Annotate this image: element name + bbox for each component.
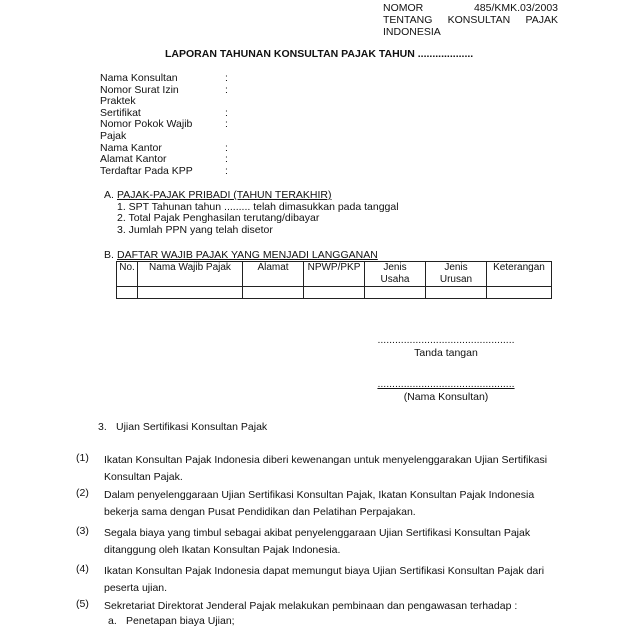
paragraph-5: Sekretariat Direktorat Jenderal Pajak melakukan pembinaan dan pengawasan terhadap : [104, 600, 518, 612]
paragraph-1: Ikatan Konsultan Pajak Indonesia diberi kewenangan untuk menyelenggarakan Ujian Sertifikasi Konsultan Pajak. [104, 454, 548, 483]
table-header-row [117, 262, 552, 287]
langganan-table [116, 261, 552, 299]
section-a-marker: A. [104, 189, 114, 201]
item-3-number: 3. [98, 421, 107, 433]
col-header-alamat: Alamat [243, 262, 304, 287]
field-npwp-cont: Pajak [100, 129, 127, 142]
item-3-text: Ujian Sertifikasi Konsultan Pajak [116, 421, 268, 433]
col-header-npwp: NPWP/PKP [304, 262, 365, 287]
table-row [117, 287, 552, 299]
section-b-marker: B. [104, 249, 114, 261]
col-header-jenis-urusan: Jenis Urusan [426, 262, 487, 287]
sub-item-a-text: Penetapan biaya Ujian; [126, 615, 235, 627]
col-header-nama: Nama Wajib Pajak [138, 262, 243, 287]
field-list [100, 73, 228, 177]
field-nomor-surat-izin: Nomor Surat Izin : [100, 83, 228, 96]
field-sertifikat: Sertifikat : [100, 106, 228, 119]
name-label: (Nama Konsultan) [403, 391, 489, 403]
section-a-title: PAJAK-PAJAK PRIBADI (TAHUN TERAKHIR) [117, 189, 332, 201]
page-title: LAPORAN TAHUNAN KONSULTAN PAJAK TAHUN ................... [165, 48, 474, 60]
paragraph-4-number: (4) [76, 563, 89, 575]
signature-dots: ............................................... [377, 334, 515, 346]
name-dots: ............................................... [377, 378, 515, 390]
signature-block [368, 334, 524, 404]
field-npwp: Nomor Pokok Wajib : [100, 118, 228, 131]
paragraph-2: Dalam penyelenggaraan Ujian Sertifikasi Konsultan Pajak, Ikatan Konsultan Pajak Indonesia bekerja sama dengan Pusat Pendidikan dan Pelatihan Perpajakan. [104, 489, 535, 518]
paragraph-5-number: (5) [76, 598, 89, 610]
nomor-label: NOMOR [383, 2, 424, 14]
tentang-word-3: PAJAK [525, 14, 558, 26]
paragraph-3: Segala biaya yang timbul sebagai akibat penyelenggaraan Ujian Sertifikasi Konsultan Pajak ditanggung oleh Ikatan Konsultan Pajak Indonesia. [104, 527, 531, 556]
col-header-jenis-usaha: Jenis Usaha [365, 262, 426, 287]
paragraph-1-number: (1) [76, 452, 89, 464]
paragraph-4: Ikatan Konsultan Pajak Indonesia dapat memungut biaya Ujian Sertifikasi Konsultan Pajak dari peserta ujian. [104, 565, 545, 594]
paragraph-2-number: (2) [76, 487, 89, 499]
section-a-item-2: 2. Total Pajak Penghasilan terutang/dibayar [117, 212, 320, 224]
tentang-word-4: INDONESIA [383, 26, 441, 38]
section-b-heading [104, 249, 378, 261]
field-nama-kantor: Nama Kantor : [100, 141, 228, 154]
col-header-keterangan: Keterangan [487, 262, 552, 287]
paragraph-3-number: (3) [76, 525, 89, 537]
sub-item-a-marker: a. [108, 615, 117, 627]
section-a-item-3: 3. Jumlah PPN yang telah disetor [117, 223, 273, 236]
nomor-value: 485/KMK.03/2003 [473, 2, 558, 14]
field-alamat-kantor: Alamat Kantor : [100, 153, 228, 166]
field-nama-konsultan: Nama Konsultan : [100, 72, 228, 84]
section-a [104, 190, 399, 236]
tentang-word-2: KONSULTAN [447, 14, 511, 26]
field-terdaftar-kpp: Terdaftar Pada KPP : [100, 164, 228, 177]
sub-item-a [108, 615, 235, 627]
section-b-title: DAFTAR WAJIB PAJAK YANG MENJADI LANGGANAN [117, 249, 378, 261]
header-nomor [383, 2, 558, 38]
col-header-no: No. [117, 262, 138, 287]
field-nomor-surat-izin-cont: Praktek [100, 95, 136, 108]
section-a-item-1: 1. SPT Tahunan tahun ......... telah dimasukkan pada tanggal [117, 200, 399, 213]
item-3 [98, 421, 267, 433]
tentang-word-1: TENTANG [383, 14, 433, 26]
signature-label: Tanda tangan [414, 347, 478, 359]
